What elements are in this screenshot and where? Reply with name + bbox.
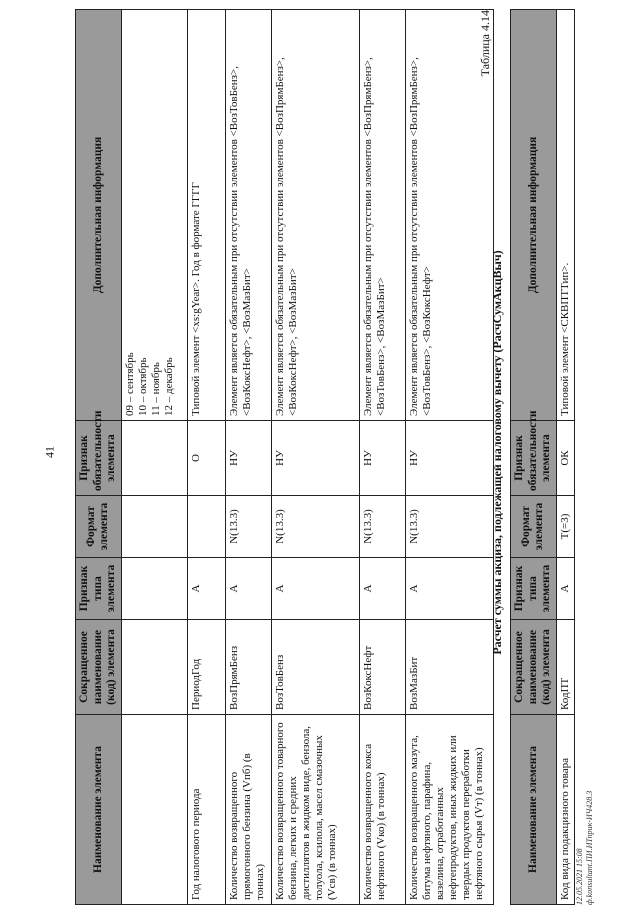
cell-format: N(13.3): [405, 496, 493, 558]
cell-code: КодПТ: [556, 620, 574, 715]
header-code: Сокращенное наименование (код) элемента: [511, 620, 557, 715]
header-name: Наименование элемента: [511, 715, 557, 905]
cell-name: Год налогового периода: [187, 715, 225, 905]
cell-code: ВозКоксНефт: [359, 620, 405, 715]
cell-name: Код вида подакцизного товара: [556, 715, 574, 905]
header-format: Формат элемента: [511, 496, 557, 558]
table-header-row: [76, 10, 122, 905]
page-number: 41: [42, 446, 57, 458]
month-item: 09 – сентябрь: [123, 352, 136, 416]
header-required: Признак обязательности элемента: [511, 421, 557, 496]
header-format: Формат элемента: [76, 496, 122, 558]
section-title: Расчет суммы акциза, подлежащей налоговому вычету (РасчСумАкцВыч): [490, 250, 504, 655]
month-item: 11 – ноябрь: [149, 362, 162, 416]
cell-info: Элемент является обязательным при отсутствии элементов <ВозПрямБенз>, <ВозТовБенз>, <ВозКоксНефт>: [405, 10, 493, 421]
cell-name: Количество возвращенного мазута, битума нефтяного, парафина, вазелина, отработанных нефтепродуктов, иных жидких или твердых продуктов переработки нефтяного сырья (Vт) (в тоннах): [405, 715, 493, 905]
cell-name: Количество возвращенного кокса нефтяного (Vко) (в тоннах): [359, 715, 405, 905]
cell-type: А: [271, 558, 359, 620]
cell-code: ВозТовБенз: [271, 620, 359, 715]
cell-type: [121, 558, 187, 620]
elements-table: [75, 9, 494, 905]
cell-type: А: [225, 558, 271, 620]
cell-code: ВозМазБит: [405, 620, 493, 715]
cell-info-months: [121, 10, 187, 421]
cell-required: НУ: [405, 421, 493, 496]
table-row: [359, 10, 405, 905]
header-required: Признак обязательности элемента: [76, 421, 122, 496]
table-row: [556, 10, 574, 905]
cell-name: [121, 715, 187, 905]
month-item: 10 – октябрь: [136, 357, 149, 416]
footer-date: 12.05.2021 15:08: [575, 848, 584, 905]
cell-required: НУ: [225, 421, 271, 496]
month-list: [124, 14, 176, 416]
table-row: [121, 10, 187, 905]
cell-format: [121, 496, 187, 558]
cell-format: N(13.3): [225, 496, 271, 558]
table-row: [405, 10, 493, 905]
header-code: Сокращенное наименование (код) элемента: [76, 620, 122, 715]
table-header-row: [511, 10, 557, 905]
cell-format: T(=3): [556, 496, 574, 558]
cell-required: [121, 421, 187, 496]
table-caption: Таблица 4.14: [478, 10, 492, 77]
cell-required: НУ: [271, 421, 359, 496]
cell-code: ПериодГод: [187, 620, 225, 715]
deduction-table: [510, 9, 575, 905]
cell-format: [187, 496, 225, 558]
cell-info: Типовой элемент <xs:gYear>. Год в формате ГГГГ: [187, 10, 225, 421]
cell-info: Элемент является обязательным при отсутствии элементов <ВозПрямБенз>, <ВозТовБенз>, <ВозМазБит>: [359, 10, 405, 421]
footer-stamp: [575, 791, 594, 905]
cell-code: ВозПрямБенз: [225, 620, 271, 715]
cell-type: А: [556, 558, 574, 620]
table-row: [271, 10, 359, 905]
cell-required: НУ: [359, 421, 405, 496]
cell-required: ОК: [556, 421, 574, 496]
cell-info: Типовой элемент <СКВПТТип>.: [556, 10, 574, 421]
cell-type: А: [405, 558, 493, 620]
month-item: 12 – декабрь: [162, 357, 175, 416]
cell-format: N(13.3): [271, 496, 359, 558]
header-info: Дополнительная информация: [76, 10, 122, 421]
cell-type: А: [359, 558, 405, 620]
cell-name: Количество возвращенного прямогонного бензина (Vпб) (в тоннах): [225, 715, 271, 905]
cell-name: Количество возвращенного товарного бензина, легких и средних дистиллятов в жидком виде, бензола, толуола, ксилола, масел смазочных (Vсв) (в тоннах): [271, 715, 359, 905]
cell-code: [121, 620, 187, 715]
cell-format: N(13.3): [359, 496, 405, 558]
cell-required: О: [187, 421, 225, 496]
header-type: Признак типа элемента: [511, 558, 557, 620]
table-row: [187, 10, 225, 905]
header-info: Дополнительная информация: [511, 10, 557, 421]
cell-info: Элемент является обязательным при отсутствии элементов <ВозТовБенз>, <ВозКоксНефт>, <ВозМазБит>: [225, 10, 271, 421]
header-type: Признак типа элемента: [76, 558, 122, 620]
footer-source: ф.konsultant.ПИ.ИТприк-ИЧ428.3: [584, 790, 594, 905]
table-row: [225, 10, 271, 905]
cell-type: А: [187, 558, 225, 620]
header-name: Наименование элемента: [76, 715, 122, 905]
cell-info: Элемент является обязательным при отсутствии элементов <ВозПрямБенз>, <ВозКоксНефт>, <ВозМазБит>: [271, 10, 359, 421]
